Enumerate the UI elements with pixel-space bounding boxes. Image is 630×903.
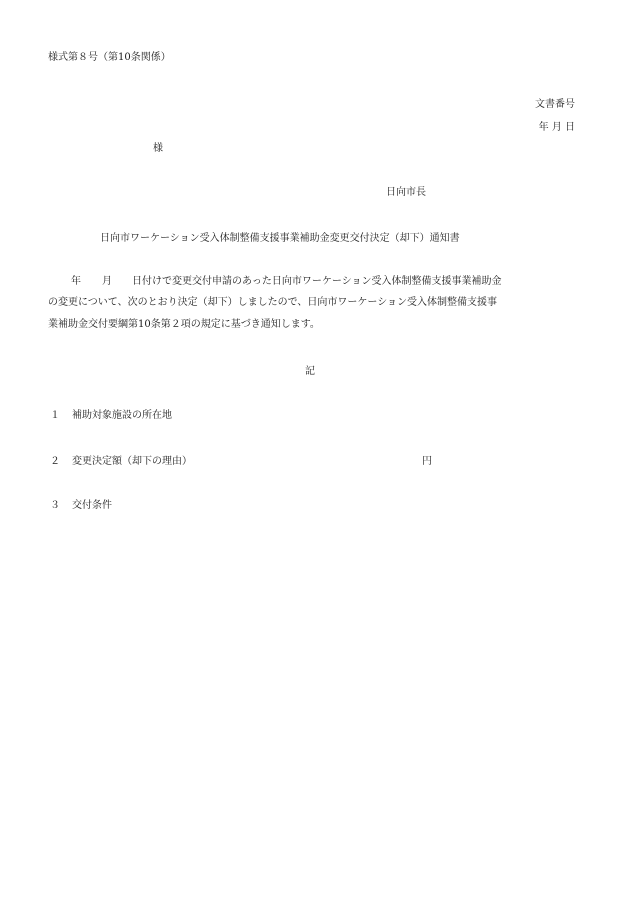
item-3-number: ３ <box>50 500 60 511</box>
item-1-number: １ <box>50 410 60 421</box>
item-2-label: 変更決定額（却下の理由） <box>72 456 192 467</box>
item-3 <box>50 499 112 513</box>
body-line-2: の変更について、次のとおり決定（却下）しましたので、日向市ワーケーション受入体制整備支援事 <box>48 297 497 308</box>
body-line-1-text: 日付けで変更交付申請のあった日向市ワーケーション受入体制整備支援事業補助金 <box>132 276 502 287</box>
body-line-1 <box>48 275 576 289</box>
item-2-number: ２ <box>50 456 60 467</box>
ki-heading: 記 <box>305 366 315 377</box>
item-2 <box>50 455 192 469</box>
body-year: 年 <box>71 276 81 287</box>
item-2-unit: 円 <box>422 456 432 467</box>
date-label: 年 月 日 <box>538 122 575 133</box>
item-1-label: 補助対象施設の所在地 <box>72 410 172 421</box>
body-line-3: 業補助金交付要綱第10条第２項の規定に基づき通知します。 <box>48 319 320 330</box>
form-number: 様式第８号（第10条関係） <box>48 52 171 63</box>
document-number-label: 文書番号 <box>535 99 575 110</box>
item-1 <box>50 409 172 423</box>
issuer: 日向市長 <box>386 187 426 198</box>
item-3-label: 交付条件 <box>72 500 112 511</box>
body-month: 月 <box>102 276 112 287</box>
recipient-suffix: 様 <box>153 143 163 154</box>
document-title: 日向市ワーケーション受入体制整備支援事業補助金変更交付決定（却下）通知書 <box>100 233 460 244</box>
